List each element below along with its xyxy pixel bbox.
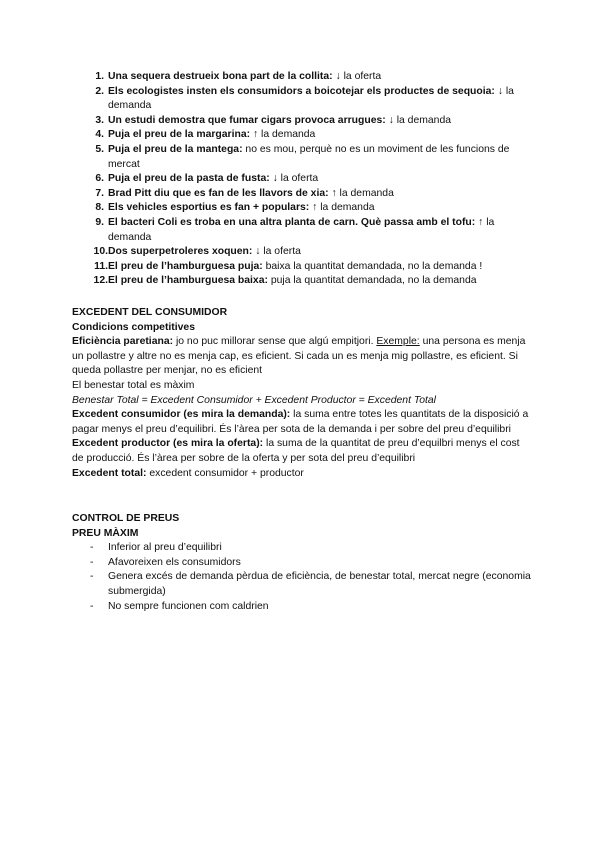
- formula: Benestar Total = Excedent Consumidor + Excedent Productor = Excedent Total: [72, 394, 436, 406]
- item-text: ↓ la demanda: [385, 114, 452, 126]
- item-text: ↓ la oferta: [269, 173, 319, 185]
- definition-text: la suma entre totes les quantitats de la disposició a pagar menys el preu d’equilibri. És l’àrea per sota de la demanda i per sobre del preu d’equilibri: [72, 409, 529, 435]
- list-item: - No sempre funcionen com caldrien: [72, 600, 532, 615]
- consumer-surplus-section: [72, 306, 532, 481]
- item-number: 6.: [95, 173, 104, 185]
- item-number: 4.: [95, 129, 104, 141]
- item-number: 11.: [94, 260, 108, 272]
- definition-text: jo no puc millorar sense que algú empitjori.: [173, 336, 377, 348]
- item-text: ↑ la demanda: [328, 187, 394, 199]
- list-item: [72, 274, 532, 289]
- bullet-list: [72, 541, 532, 614]
- list-item: - Inferior al preu d’equilibri: [72, 541, 532, 556]
- definition-text: una persona es menja un pollastre y altre no es menja cap, es eficient. Si cada un es menja mig pollastre, es eficient. Si queda pollastre per menjar, no es eficient: [72, 336, 526, 377]
- numbered-list: [72, 70, 532, 289]
- definition-text: la suma de la quantitat de preu d’equilbri menys el cost de producció. És l’àrea per sobre de la oferta y per sota del preu d’equilibri: [72, 438, 520, 464]
- term-label: Excedent productor (es mira la oferta):: [72, 438, 264, 450]
- item-number: 1.: [95, 71, 104, 82]
- item-title: Puja el preu de la mantega:: [108, 143, 243, 155]
- definition-text: excedent consumidor + productor: [146, 467, 304, 479]
- item-text: ↑ la demanda: [309, 202, 375, 214]
- list-item: [72, 216, 532, 245]
- list-item: - Afavoreixen els consumidors: [72, 556, 532, 571]
- subheading: PREU MÀXIM: [72, 527, 139, 539]
- item-number: 8.: [95, 202, 104, 214]
- item-text: ↓ la oferta: [332, 71, 382, 82]
- item-text: baixa la quantitat demandada, no la demanda !: [262, 260, 483, 272]
- item-title: Un estudi demostra que fumar cigars provoca arrugues:: [108, 114, 386, 126]
- list-item: [72, 128, 532, 143]
- item-text: ↓ la demanda: [108, 85, 514, 112]
- list-item: [72, 172, 532, 187]
- item-number: 2.: [95, 85, 104, 97]
- item-number: 7.: [95, 187, 104, 199]
- item-number: 3.: [95, 114, 104, 126]
- example-label: Exemple:: [376, 336, 420, 348]
- item-text: no es mou, perquè no es un moviment de les funcions de mercat: [108, 143, 510, 170]
- item-number: 9.: [95, 216, 104, 228]
- max-welfare-text: El benestar total es màxim: [72, 379, 195, 391]
- item-title: Puja el preu de la margarina:: [108, 129, 251, 141]
- pareto-paragraph: [72, 335, 532, 379]
- list-item: [72, 85, 532, 114]
- item-number: 5.: [95, 143, 104, 155]
- item-title: Una sequera destrueix bona part de la collita:: [108, 71, 333, 82]
- item-text: puja la quantitat demandada, no la demanda: [267, 275, 477, 287]
- list-item: - Genera excés de demanda pèrdua de eficiència, de benestar total, mercat negre (economia submergida): [72, 570, 532, 599]
- total-surplus-paragraph: [72, 467, 532, 482]
- price-control-section: [72, 512, 532, 614]
- section-heading: CONTROL DE PREUS: [72, 513, 180, 524]
- item-title: El preu de l’hamburguesa puja:: [108, 260, 263, 272]
- section-heading: EXCEDENT DEL CONSUMIDOR: [72, 307, 228, 318]
- item-text: ↑ la demanda: [108, 216, 495, 243]
- term-label: Eficiència paretiana:: [72, 336, 174, 348]
- item-text: ↑ la demanda: [250, 129, 316, 141]
- list-item: [72, 260, 532, 275]
- item-title: El preu de l’hamburguesa baixa:: [108, 275, 268, 287]
- list-item: [72, 70, 532, 85]
- item-title: Els vehicles esportius es fan + populars:: [108, 202, 310, 214]
- producer-surplus-paragraph: [72, 437, 532, 466]
- term-label: Excedent total:: [72, 467, 147, 479]
- item-title: Puja el preu de la pasta de fusta:: [108, 173, 270, 185]
- subheading: Condicions competitives: [72, 321, 195, 333]
- list-item: [72, 201, 532, 216]
- list-item: [72, 114, 532, 129]
- item-number: 10.: [93, 246, 108, 258]
- term-label: Excedent consumidor (es mira la demanda):: [72, 409, 291, 421]
- item-title: Dos superpetroleres xoquen:: [108, 246, 253, 258]
- list-item: [72, 187, 532, 202]
- item-text: ↓ la oferta: [252, 246, 301, 258]
- item-title: Brad Pitt diu que es fan de les llavors de xia:: [108, 187, 329, 199]
- item-title: Els ecologistes insten els consumidors a boicotejar els productes de sequoia:: [108, 85, 495, 97]
- item-number: 12.: [93, 275, 108, 287]
- list-item: [72, 143, 532, 172]
- list-item: [72, 245, 532, 260]
- consumer-surplus-paragraph: [72, 408, 532, 437]
- item-title: El bacteri Coli es troba en una altra planta de carn. Què passa amb el tofu:: [108, 216, 476, 228]
